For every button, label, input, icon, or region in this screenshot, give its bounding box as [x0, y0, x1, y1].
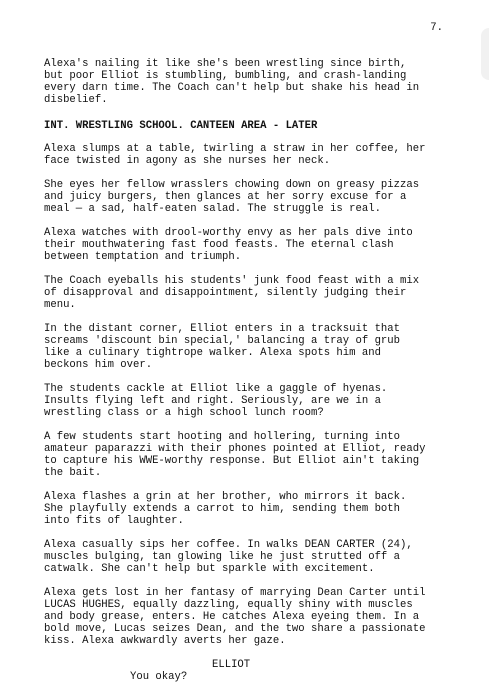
action-line: She playfully extends a carrot to him, sending them both: [44, 503, 401, 515]
action-line: every darn time. The Coach can't help but shake his head in: [44, 82, 420, 94]
script-content: [44, 58, 448, 683]
action-line: Alexa's nailing it like she's been wrestling since birth,: [44, 58, 407, 70]
action-line: between temptation and triumph.: [44, 251, 242, 263]
action-paragraph: [44, 539, 448, 575]
action-line: and juicy burgers, then glances at her sorry excuse for a: [44, 191, 407, 203]
action-paragraph: [44, 58, 448, 106]
action-paragraph: [44, 179, 448, 215]
action-line: of disapproval and disappointment, silently judging their: [44, 287, 407, 299]
action-line: the bait.: [44, 467, 102, 479]
dialogue-line: You okay?: [130, 671, 188, 683]
action-line: into fits of laughter.: [44, 515, 184, 527]
action-line: Alexa watches with drool-worthy envy as her pals dive into: [44, 227, 413, 239]
action-line: and body grease, enters. He catches Alexa eyeing them. In a: [44, 611, 420, 623]
scene-heading: INT. WRESTLING SCHOOL. CANTEEN AREA - LATER: [44, 120, 318, 132]
action-paragraph: [44, 587, 448, 647]
action-line: but poor Elliot is stumbling, bumbling, and crash-landing: [44, 70, 407, 82]
action-line: wrestling class or a high school lunch room?: [44, 407, 324, 419]
action-line: menu.: [44, 299, 76, 311]
action-line: beckons him over.: [44, 359, 153, 371]
action-paragraph: [44, 275, 448, 311]
action-line: Alexa flashes a grin at her brother, who mirrors it back.: [44, 491, 407, 503]
action-paragraph: [44, 431, 448, 479]
action-line: Alexa casually sips her coffee. In walks DEAN CARTER (24),: [44, 539, 413, 551]
action-paragraph: [44, 383, 448, 419]
action-line: to capture his WWE-worthy response. But Elliot ain't taking: [44, 455, 420, 467]
action-blocks: [44, 143, 448, 647]
action-line: screams 'discount bin special,' balancing a tray of grub: [44, 335, 401, 347]
action-line: A few students start hooting and hollering, turning into: [44, 431, 401, 443]
action-line: bold move, Lucas seizes Dean, and the two share a passionate: [44, 623, 426, 635]
action-line: meal — a sad, half-eaten salad. The struggle is real.: [44, 203, 381, 215]
action-line: like a culinary tightrope walker. Alexa spots him and: [44, 347, 381, 359]
action-line: catwalk. She can't help but sparkle with excitement.: [44, 563, 375, 575]
action-block-top: [44, 58, 448, 106]
page-number: 7.: [430, 22, 443, 34]
action-line: muscles bulging, tan glowing like he just strutted off a: [44, 551, 401, 563]
action-paragraph: [44, 323, 448, 371]
action-line: Insults flying left and right. Seriously, are we in a: [44, 395, 381, 407]
action-line: LUCAS HUGHES, equally dazzling, equally shiny with muscles: [44, 599, 413, 611]
action-line: Alexa gets lost in her fantasy of marrying Dean Carter until: [44, 587, 426, 599]
action-paragraph: [44, 227, 448, 263]
character-name: ELLIOT: [212, 659, 251, 671]
action-line: kiss. Alexa awkwardly averts her gaze.: [44, 635, 286, 647]
action-line: The students cackle at Elliot like a gaggle of hyenas.: [44, 383, 388, 395]
action-paragraph: [44, 143, 448, 167]
action-line: disbelief.: [44, 94, 108, 106]
action-line: their mouthwatering fast food feasts. The eternal clash: [44, 239, 394, 251]
action-paragraph: [44, 491, 448, 527]
action-line: face twisted in agony as she nurses her neck.: [44, 155, 331, 167]
action-line: She eyes her fellow wrasslers chowing down on greasy pizzas: [44, 179, 420, 191]
page-edge-shadow: [481, 28, 489, 80]
action-line: Alexa slumps at a table, twirling a straw in her coffee, her: [44, 143, 426, 155]
action-line: The Coach eyeballs his students' junk food feast with a mix: [44, 275, 420, 287]
action-line: In the distant corner, Elliot enters in a tracksuit that: [44, 323, 401, 335]
action-line: amateur paparazzi with their phones pointed at Elliot, ready: [44, 443, 426, 455]
